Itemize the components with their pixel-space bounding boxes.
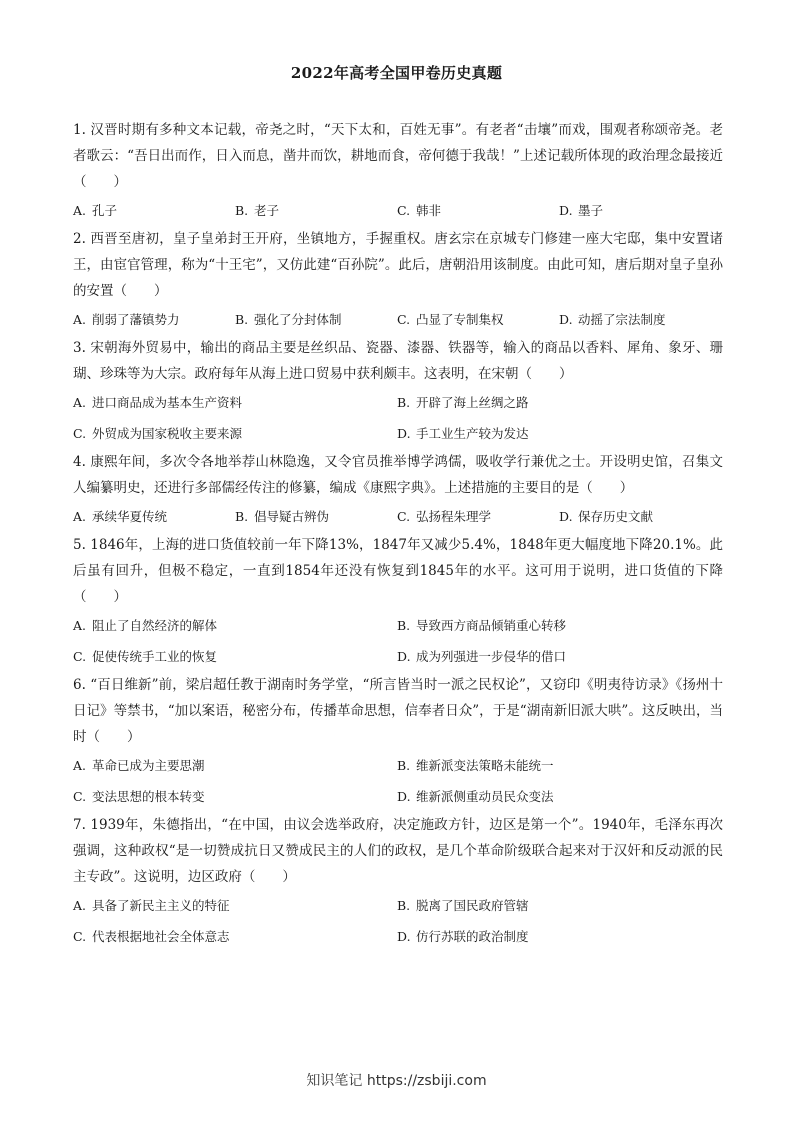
option-letter: A. [73,312,87,327]
option-text: 维新派变法策略未能统一 [416,758,554,773]
question-stem: 6. “百日维新”前，梁启超任教于湖南时务学堂，“所言皆当时一派之民权论”，又窃印《明夷待访录》《扬州十日记》等禁书，“加以案语，秘密分布，传播革命思想，信奉者日众”，于是“湖南新旧派大哄”。这反映出，当时（ ） [73,677,723,745]
option-letter: C. [397,312,411,327]
option-b [235,307,397,333]
option-letter: A. [73,898,87,913]
option-text: 脱离了国民政府管辖 [416,898,529,913]
option-letter: D. [397,649,411,664]
option-text: 维新派侧重动员民众变法 [416,789,554,804]
option-c [73,784,397,810]
option-letter: D. [397,789,411,804]
question-stem: 5. 1846年，上海的进口货值较前一年下降13%，1847年又减少5.4%，1848年更大幅度地下降20.1%。此后虽有回升，但极不稳定，一直到1854年还没有恢复到1845年的水平。这可用于说明，进口货值的下降（ ） [73,537,723,605]
option-text: 阻止了自然经济的解体 [92,618,218,633]
option-letter: D. [397,929,411,944]
question-6 [73,672,723,810]
question-stem: 3. 宋朝海外贸易中，输出的商品主要是丝织品、瓷器、漆器、铁器等，输入的商品以香料、犀角、象牙、珊瑚、珍珠等为大宗。政府每年从海上进口贸易中获利颇丰。这表明，在宋朝（ ） [73,340,723,382]
option-letter: A. [73,395,87,410]
option-text: 开辟了海上丝绸之路 [416,395,529,410]
option-text: 导致西方商品倾销重心转移 [416,618,567,633]
option-text: 弘扬程朱理学 [416,509,492,524]
option-text: 韩非 [416,203,442,218]
question-5 [73,532,723,670]
option-text: 促使传统手工业的恢复 [92,649,218,664]
option-a [73,893,397,919]
option-letter: C. [73,789,87,804]
option-text: 成为列强进一步侵华的借口 [416,649,567,664]
option-d [559,198,723,224]
option-letter: B. [397,898,411,913]
option-letter: B. [235,203,249,218]
option-a [73,307,235,333]
option-letter: C. [397,203,411,218]
option-d [397,644,723,670]
page-title: 2022年高考全国甲卷历史真题 [290,64,503,82]
option-d [397,924,723,950]
option-text: 外贸成为国家税收主要来源 [92,426,243,441]
question-stem: 1. 汉晋时期有多种文本记载，帝尧之时，“天下太和，百姓无事”。有老者“击壤”而戏，围观者称颂帝尧。老者歌云：“吾日出而作，日入而息，凿井而饮，耕地而食，帝何德于我哉！”上述记载所体现的政治理念最接近（ ） [73,122,723,190]
question-stem: 4. 康熙年间，多次令各地举荐山林隐逸，又令官员推举博学鸿儒，吸收学行兼优之士。开设明史馆，召集文人编纂明史，还进行多部儒经传注的修纂，编成《康熙字典》。上述措施的主要目的是（ ） [73,454,723,496]
option-letter: B. [235,509,249,524]
option-c [73,644,397,670]
option-letter: D. [397,426,411,441]
question-1 [73,117,723,224]
option-letter: A. [73,203,87,218]
option-group [73,753,723,810]
option-letter: A. [73,618,87,633]
option-b [397,753,723,779]
option-text: 变法思想的根本转变 [92,789,205,804]
option-text: 动摇了宗法制度 [578,312,666,327]
option-text: 具备了新民主主义的特征 [92,898,230,913]
option-c [73,421,397,447]
question-stem: 2. 西晋至唐初，皇子皇弟封王开府，坐镇地方，手握重权。唐玄宗在京城专门修建一座大宅邸，集中安置诸王，由宦官管理，称为“十王宅”，又仿此建“百孙院”。此后，唐朝沿用该制度。由此可知，唐后期对皇子皇孙的安置（ ） [73,231,723,299]
option-group [73,504,723,530]
option-letter: C. [73,649,87,664]
option-text: 强化了分封体制 [254,312,342,327]
option-letter: B. [397,618,411,633]
option-d [559,307,723,333]
option-text: 仿行苏联的政治制度 [416,929,529,944]
question-7 [73,812,723,950]
option-letter: C. [73,929,87,944]
option-d [559,504,723,530]
option-a [73,198,235,224]
option-text: 保存历史文献 [578,509,654,524]
option-group [73,390,723,447]
option-text: 承续华夏传统 [92,509,168,524]
option-letter: B. [397,395,411,410]
option-group [73,198,723,224]
option-letter: D. [559,509,573,524]
option-b [235,198,397,224]
option-letter: A. [73,509,87,524]
option-text: 削弱了藩镇势力 [92,312,180,327]
option-letter: A. [73,758,87,773]
question-list [73,117,723,952]
option-text: 代表根据地社会全体意志 [92,929,230,944]
option-text: 倡导疑古辨伪 [254,509,330,524]
option-group [73,613,723,670]
question-2 [73,226,723,333]
option-text: 墨子 [578,203,604,218]
option-text: 孔子 [92,203,118,218]
option-a [73,504,235,530]
option-c [397,504,559,530]
option-a [73,613,397,639]
option-letter: D. [559,203,573,218]
option-group [73,307,723,333]
option-c [73,924,397,950]
option-d [397,784,723,810]
question-3 [73,335,723,447]
question-4 [73,449,723,530]
option-b [397,893,723,919]
option-text: 老子 [254,203,280,218]
option-b [397,390,723,416]
footer-watermark: 知识笔记 https://zsbiji.com [306,1073,487,1089]
option-text: 进口商品成为基本生产资料 [92,395,243,410]
option-d [397,421,723,447]
option-letter: C. [73,426,87,441]
option-letter: B. [235,312,249,327]
option-text: 凸显了专制集权 [416,312,504,327]
question-stem: 7. 1939年，朱德指出，“在中国，由议会选举政府，决定施政方针，边区是第一个”。1940年，毛泽东再次强调，这种政权“是一切赞成抗日又赞成民主的人们的政权，是几个革命阶级联合起来对于汉奸和反动派的民主专政”。这说明，边区政府（ ） [73,817,723,885]
option-text: 革命已成为主要思潮 [92,758,205,773]
option-b [397,613,723,639]
option-letter: B. [397,758,411,773]
option-letter: C. [397,509,411,524]
option-b [235,504,397,530]
option-c [397,198,559,224]
option-group [73,893,723,950]
option-letter: D. [559,312,573,327]
option-c [397,307,559,333]
option-a [73,390,397,416]
option-a [73,753,397,779]
option-text: 手工业生产较为发达 [416,426,529,441]
